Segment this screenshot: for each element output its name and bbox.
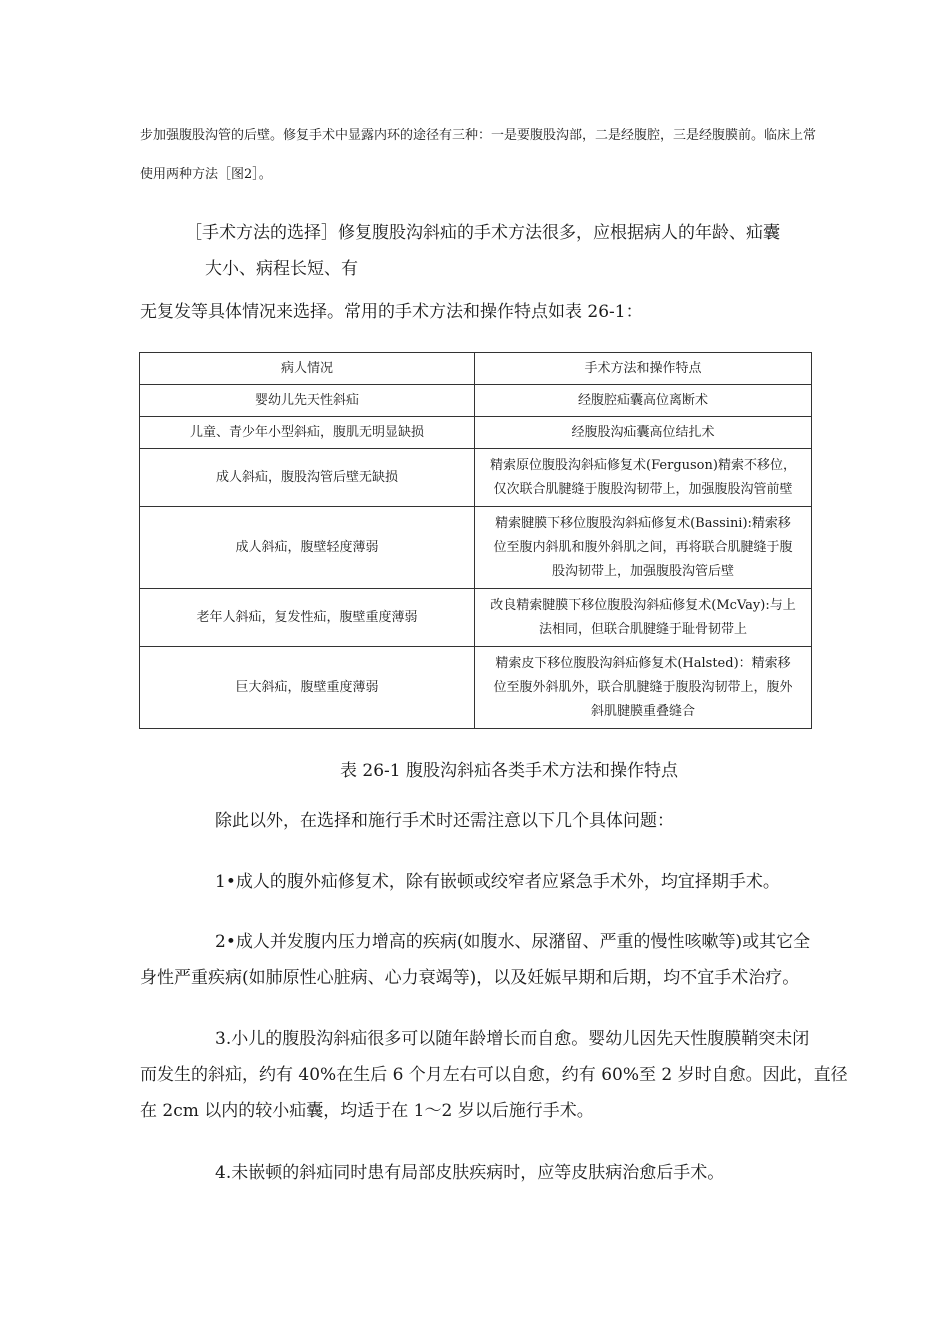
table-cell-method: 精索皮下移位腹股沟斜疝修复术(Halsted)：精索移 位至腹外斜肌外，联合肌腱缝于腹股沟韧带上，腹外 斜肌腱膜重叠缝合 xyxy=(475,647,812,729)
table-row xyxy=(140,507,812,589)
note-item-2-line-1: 2•成人并发腹内压力增高的疾病(如腹水、尿潴留、严重的慢性咳嗽等)或其它全 xyxy=(215,932,811,952)
table-cell-method: 改良精索腱膜下移位腹股沟斜疝修复术(McVay):与上 法相同，但联合肌腱缝于耻骨韧带上 xyxy=(475,589,812,647)
table-header-row xyxy=(140,353,812,385)
surgery-methods-table xyxy=(139,352,812,729)
table-cell-method: 经腹股沟疝囊高位结扎术 xyxy=(475,417,812,449)
table-row xyxy=(140,385,812,417)
table-cell-condition: 儿童、青少年小型斜疝，腹肌无明显缺损 xyxy=(140,417,475,449)
table-cell-condition: 成人斜疝，腹壁轻度薄弱 xyxy=(140,507,475,589)
table-cell-condition: 成人斜疝，腹股沟管后壁无缺损 xyxy=(140,449,475,507)
table-cell-condition: 老年人斜疝，复发性疝，腹壁重度薄弱 xyxy=(140,589,475,647)
notes-lead: 除此以外，在选择和施行手术时还需注意以下几个具体问题： xyxy=(215,811,674,831)
table-cell-condition: 婴幼儿先天性斜疝 xyxy=(140,385,475,417)
note-item-2-line-2: 身性严重疾病(如肺原性心脏病、心力衰竭等)，以及妊娠早期和后期，均不宜手术治疗。 xyxy=(140,968,800,988)
selection-line-3: 无复发等具体情况来选择。常用的手术方法和操作特点如表 26-1： xyxy=(140,302,643,322)
intro-line-1: 步加强腹股沟管的后壁。修复手术中显露内环的途径有三种：一是要腹股沟部，二是经腹腔，三是经腹膜前。临床上常 xyxy=(140,128,817,143)
note-item-3-line-2: 而发生的斜疝，约有 40%在生后 6 个月左右可以自愈，约有 60%至 2 岁时自愈。因此，直径 xyxy=(140,1065,848,1085)
table-caption: 表 26-1 腹股沟斜疝各类手术方法和操作特点 xyxy=(340,761,678,781)
note-item-4: 4.未嵌顿的斜疝同时患有局部皮肤疾病时，应等皮肤病治愈后手术。 xyxy=(215,1163,725,1183)
table-cell-method: 精索腱膜下移位腹股沟斜疝修复术(Bassini):精索移 位至腹内斜肌和腹外斜肌之间，再将联合肌腱缝于腹 股沟韧带上，加强腹股沟管后壁 xyxy=(475,507,812,589)
table-header-method: 手术方法和操作特点 xyxy=(475,353,812,385)
table-header-condition: 病人情况 xyxy=(140,353,475,385)
table-row xyxy=(140,647,812,729)
selection-line-2: 大小、病程长短、有 xyxy=(205,259,358,279)
selection-line-1: ［手术方法的选择］修复腹股沟斜疝的手术方法很多，应根据病人的年龄、疝囊 xyxy=(185,223,780,243)
note-item-3-line-1: 3.小儿的腹股沟斜疝很多可以随年龄增长而自愈。婴幼儿因先天性腹膜鞘突未闭 xyxy=(215,1029,810,1049)
table-row xyxy=(140,449,812,507)
table-row xyxy=(140,589,812,647)
table-cell-method: 精索原位腹股沟斜疝修复术(Ferguson)精索不移位， 仅次联合肌腱缝于腹股沟韧带上，加强腹股沟管前壁 xyxy=(475,449,812,507)
table-row xyxy=(140,417,812,449)
intro-line-2: 使用两种方法［图2］。 xyxy=(140,167,272,182)
table-cell-condition: 巨大斜疝，腹壁重度薄弱 xyxy=(140,647,475,729)
table-cell-method: 经腹腔疝囊高位离断术 xyxy=(475,385,812,417)
note-item-3-line-3: 在 2cm 以内的较小疝囊，均适于在 1～2 岁以后施行手术。 xyxy=(140,1101,594,1121)
note-item-1: 1•成人的腹外疝修复术，除有嵌顿或绞窄者应紧急手术外，均宜择期手术。 xyxy=(215,872,780,892)
